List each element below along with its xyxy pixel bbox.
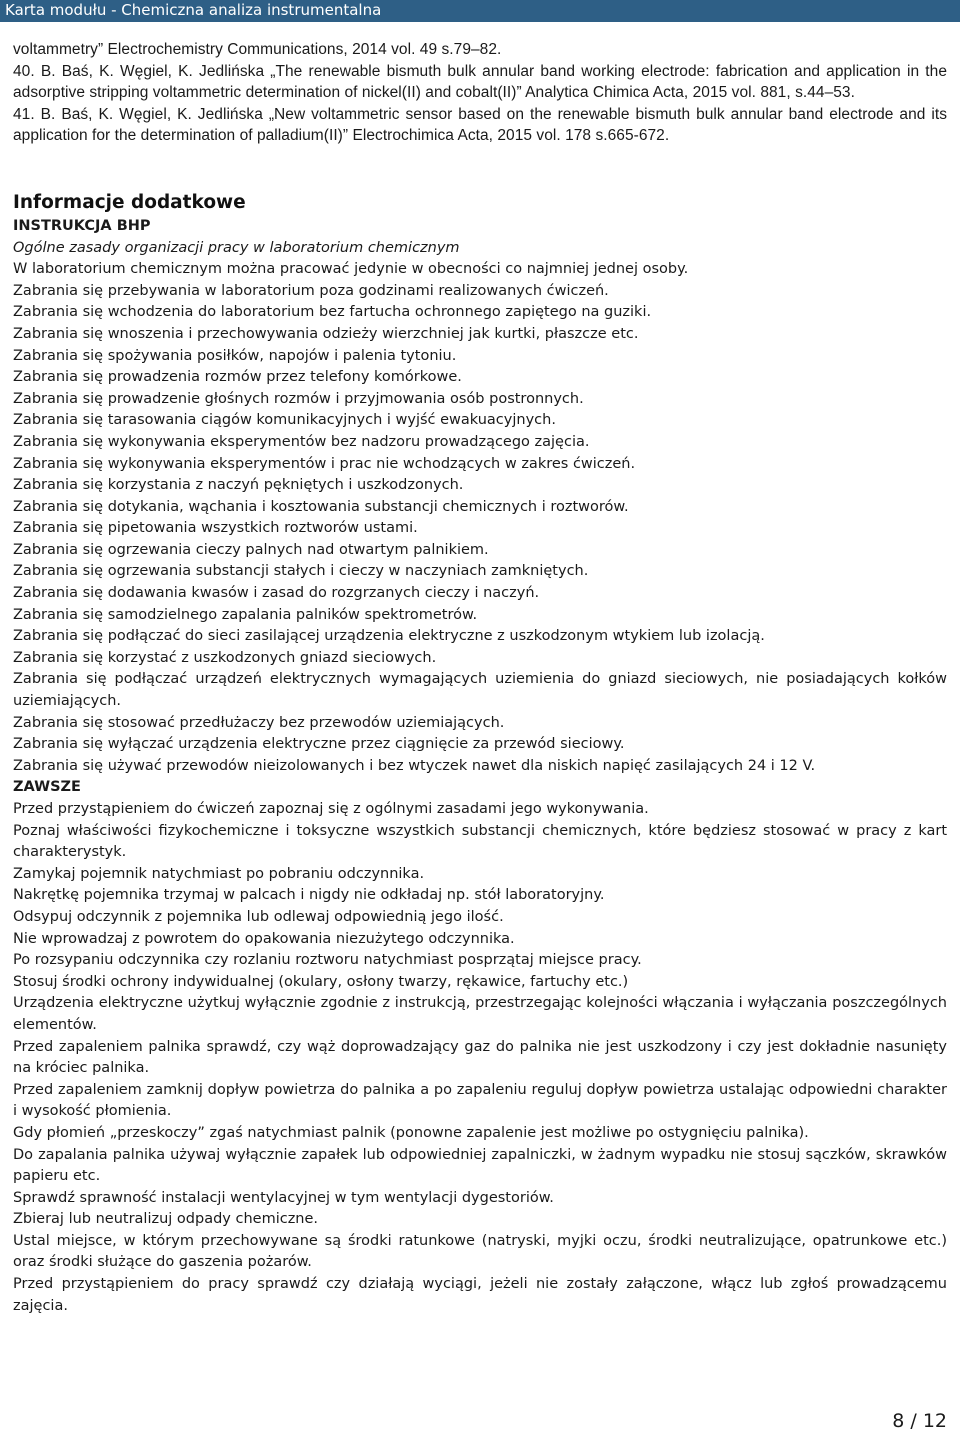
rule-item: Zabrania się tarasowania ciągów komunikacyjnych i wyjść ewakuacyjnych. (13, 412, 556, 429)
always-item: Przed zapaleniem palnika sprawdź, czy wąż doprowadzający gaz do palnika nie jest uszkodzony i czy jest dokładnie nasunięty na króciec palnika. (13, 1038, 947, 1077)
always-item: Sprawdź sprawność instalacji wentylacyjnej w tym wentylacji dygestoriów. (13, 1189, 554, 1206)
always-item: Stosuj środki ochrony indywidualnej (okulary, osłony twarzy, rękawice, fartuchy etc.) (13, 973, 629, 990)
always-list (13, 799, 947, 1317)
always-item: Nakrętkę pojemnika trzymaj w palcach i nigdy nie odkładaj np. stół laboratoryjny. (13, 887, 605, 904)
rule-item: Zabrania się stosować przedłużaczy bez przewodów uziemiających. (13, 714, 505, 731)
always-item: Ustal miejsce, w którym przechowywane są środki ratunkowe (natryski, myjki oczu, środki neutralizujące, opatrunkowe etc.) oraz środki służące do gaszenia pożarów. (13, 1232, 947, 1271)
always-item: Urządzenia elektryczne użytkuj wyłącznie zgodnie z instrukcją, przestrzegając kolejności włączania i wyłączania poszczególnych elementów. (13, 995, 947, 1033)
rule-item: Zabrania się dodawania kwasów i zasad do rozgrzanych cieczy i naczyń. (13, 585, 540, 602)
rules-list (13, 259, 947, 777)
rule-item: Zabrania się spożywania posiłków, napojów i palenia tytoniu. (13, 347, 457, 364)
always-item: Przed zapaleniem zamknij dopływ powietrza do palnika a po zapaleniu reguluj dopływ powietrza ustalając odpowiedni charakter i wysokość płomienia. (13, 1081, 947, 1120)
document-header-bar (0, 0, 960, 22)
document-title: Karta modułu - Chemiczna analiza instrumentalna (5, 1, 382, 19)
rule-item: Zabrania się prowadzenia rozmów przez telefony komórkowe. (13, 369, 462, 386)
always-heading: ZAWSZE (13, 779, 81, 796)
rule-item: Zabrania się korzystać z uszkodzonych gniazd sieciowych. (13, 649, 437, 666)
rule-item: Zabrania się korzystania z naczyń pękniętych i uszkodzonych. (13, 477, 464, 494)
page-number: 8 / 12 (892, 1410, 947, 1432)
section-title: Informacje dodatkowe (13, 191, 246, 213)
rule-item: Zabrania się wyłączać urządzenia elektryczne przez ciągnięcie za przewód sieciowy. (13, 736, 625, 753)
references-list (13, 39, 947, 147)
rule-item: Zabrania się pipetowania wszystkich roztworów ustami. (13, 520, 418, 537)
rule-item: Zabrania się podłączać do sieci zasilającej urządzenia elektryczne z uszkodzonym wtykiem lub izolacją. (13, 628, 765, 645)
reference-item: 41. B. Baś, K. Węgiel, K. Jedlińska „New voltammetric sensor based on the renewable bismuth bulk annular band electrode and its application for the determination of palladium(II)” Electrochimica Acta, 2015 vol. 178 s.665-672. (13, 105, 947, 145)
always-item: Nie wprowadzaj z powrotem do opakowania niezużytego odczynnika. (13, 930, 515, 947)
rule-item: Zabrania się podłączać urządzeń elektrycznych wymagających uziemienia do gniazd sieciowych, nie posiadających kołków uziemiających. (13, 671, 947, 710)
bhp-heading: INSTRUKCJA BHP (13, 217, 151, 234)
rule-item: Zabrania się wchodzenia do laboratorium bez fartucha ochronnego zapiętego na guziki. (13, 304, 652, 321)
rule-item: Zabrania się wykonywania eksperymentów i prac nie wchodzących w zakres ćwiczeń. (13, 455, 636, 472)
section-subtitle: Ogólne zasady organizacji pracy w laboratorium chemicznym (13, 239, 460, 256)
page-content (13, 39, 947, 1317)
always-item: Poznaj właściwości fizykochemiczne i toksyczne wszystkich substancji chemicznych, które będziesz stosować w pracy z kart charakterystyk. (13, 822, 947, 861)
rule-item: Zabrania się wykonywania eksperymentów bez nadzoru prowadzącego zajęcia. (13, 433, 590, 450)
rule-item: Zabrania się dotykania, wąchania i kosztowania substancji chemicznych i roztworów. (13, 498, 629, 515)
rule-item: Zabrania się ogrzewania substancji stałych i cieczy w naczyniach zamkniętych. (13, 563, 589, 580)
reference-item: voltammetry” Electrochemistry Communications, 2014 vol. 49 s.79–82. (13, 41, 502, 58)
always-item: Przed przystąpieniem do pracy sprawdź czy działają wyciągi, jeżeli nie zostały załączone, włącz lub zgłoś prowadzącemu zajęcia. (13, 1276, 947, 1314)
rule-item: Zabrania się ogrzewania cieczy palnych nad otwartym palnikiem. (13, 541, 489, 558)
rule-item: Zabrania się używać przewodów nieizolowanych i bez wtyczek nawet dla niskich napięć zasilających 24 i 12 V. (13, 757, 816, 774)
reference-item: 40. B. Baś, K. Węgiel, K. Jedlińska „The renewable bismuth bulk annular band working electrode: fabrication and application in the adsorptive stripping voltammetric determination of nickel(II) and cobalt(II)” Analytica Chimica Acta, 2015 vol. 881, s.44–53. (13, 62, 947, 102)
rule-item: Zabrania się prowadzenie głośnych rozmów i przyjmowania osób postronnych. (13, 390, 584, 407)
always-item: Do zapalania palnika używaj wyłącznie zapałek lub odpowiedniej zapalniczki, w żadnym wypadku nie stosuj sączków, skrawków papieru etc. (13, 1146, 947, 1185)
rule-item: Zabrania się przebywania w laboratorium poza godzinami realizowanych ćwiczeń. (13, 282, 609, 299)
rule-item: Zabrania się samodzielnego zapalania palników spektrometrów. (13, 606, 478, 623)
always-item: Po rozsypaniu odczynnika czy rozlaniu roztworu natychmiast posprzątaj miejsce pracy. (13, 952, 642, 969)
always-item: Zamykaj pojemnik natychmiast po pobraniu odczynnika. (13, 865, 425, 882)
always-item: Przed przystąpieniem do ćwiczeń zapoznaj się z ogólnymi zasadami jego wykonywania. (13, 801, 649, 817)
always-item: Gdy płomień „przeskoczy” zgaś natychmiast palnik (ponowne zapalenie jest możliwe po ostygnięciu palnika). (13, 1124, 809, 1141)
always-item: Odsypuj odczynnik z pojemnika lub odlewaj odpowiednią jego ilość. (13, 908, 504, 925)
rule-item: Zabrania się wnoszenia i przechowywania odzieży wierzchniej jak kurtki, płaszcze etc. (13, 325, 639, 342)
always-item: Zbieraj lub neutralizuj odpady chemiczne. (13, 1211, 319, 1228)
rule-item: W laboratorium chemicznym można pracować jedynie w obecności co najmniej jednej osoby. (13, 261, 689, 278)
